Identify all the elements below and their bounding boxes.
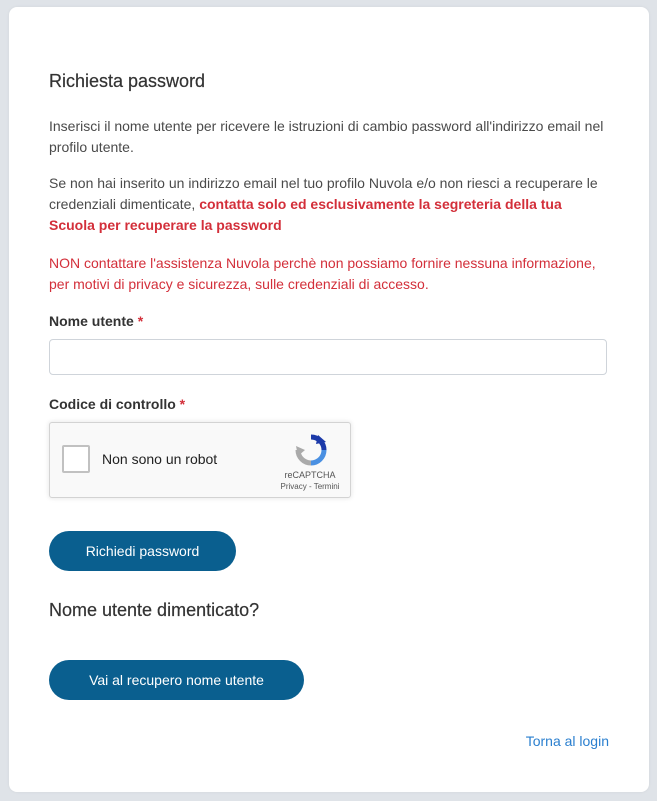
username-label xyxy=(49,313,143,329)
page-title: Richiesta password xyxy=(49,71,206,91)
username-input[interactable] xyxy=(49,339,607,375)
recaptcha-checkbox[interactable] xyxy=(62,445,90,473)
captcha-label xyxy=(49,396,185,412)
intro-text: Inserisci il nome utente per ricevere le istruzioni di cambio password all'indirizzo email nel profilo utente. xyxy=(49,118,604,155)
required-mark: * xyxy=(137,313,144,329)
password-request-card xyxy=(9,7,649,792)
request-password-button[interactable]: Richiedi password xyxy=(49,531,236,571)
username-label-text: Nome utente xyxy=(49,313,134,329)
notice-normal-text: Se non hai inserito un indirizzo email nel tuo profilo Nuvola e/o non riesci a recuperare le credenziali dimenticate, xyxy=(49,175,598,212)
recaptcha-widget xyxy=(49,422,351,498)
captcha-label-text: Codice di controllo xyxy=(49,396,176,412)
recaptcha-icon xyxy=(294,433,328,467)
required-mark: * xyxy=(179,396,186,412)
forgot-username-title: Nome utente dimenticato? xyxy=(49,600,260,620)
recaptcha-links[interactable]: Privacy - Termini xyxy=(280,482,340,491)
recaptcha-brand: reCAPTCHA xyxy=(284,470,336,480)
notice-strong-text: contatta solo ed esclusivamente la segreteria della tua Scuola per recuperare la password xyxy=(49,196,562,233)
notice-text xyxy=(49,173,609,236)
recover-username-button[interactable]: Vai al recupero nome utente xyxy=(49,660,304,700)
back-to-login-link[interactable]: Torna al login xyxy=(525,733,609,749)
warning-text: NON contattare l'assistenza Nuvola perchè non possiamo fornire nessuna informazione, per motivi di privacy e sicurezza, sulle credenziali di accesso. xyxy=(49,255,596,292)
recaptcha-checkbox-label: Non sono un robot xyxy=(102,451,218,467)
